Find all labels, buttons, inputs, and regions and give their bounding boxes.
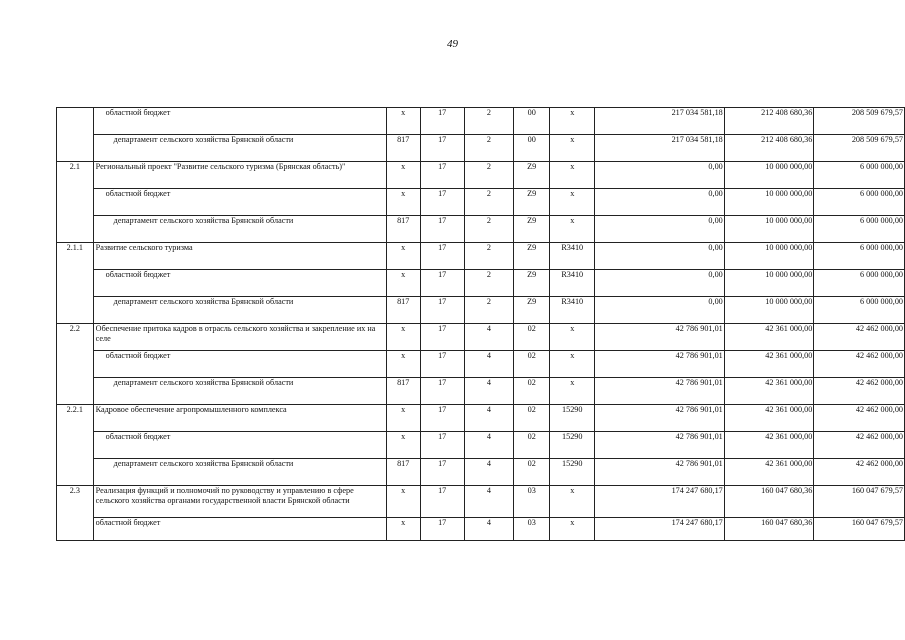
row-number-cell xyxy=(57,216,94,243)
amount-cell: 42 786 901,01 xyxy=(595,432,725,459)
amount-cell: 212 408 680,36 xyxy=(724,135,814,162)
code-cell: Z9 xyxy=(513,243,550,270)
code-cell: 02 xyxy=(513,459,550,486)
table-row xyxy=(57,405,905,432)
amount-cell: 42 786 901,01 xyxy=(595,405,725,432)
code-cell: Z9 xyxy=(513,270,550,297)
code-cell: 00 xyxy=(513,135,550,162)
code-cell: 17 xyxy=(420,324,464,351)
code-cell: 15290 xyxy=(550,432,595,459)
code-cell: x xyxy=(386,486,420,518)
code-cell: 2 xyxy=(464,162,513,189)
amount-cell: 160 047 679,57 xyxy=(814,518,905,541)
code-cell: 17 xyxy=(420,378,464,405)
amount-cell: 10 000 000,00 xyxy=(724,270,814,297)
code-cell: 02 xyxy=(513,351,550,378)
row-name-cell: областной бюджет xyxy=(93,351,386,378)
code-cell: 02 xyxy=(513,378,550,405)
row-name-cell: Развитие сельского туризма xyxy=(93,243,386,270)
code-cell: x xyxy=(550,108,595,135)
row-name-cell: департамент сельского хозяйства Брянской области xyxy=(93,297,386,324)
amount-cell: 42 462 000,00 xyxy=(814,378,905,405)
row-number-cell xyxy=(57,459,94,486)
code-cell: x xyxy=(550,486,595,518)
row-name-cell: Реализация функций и полномочий по руководству и управлению в сфере сельского хозяйства органами государственной власти Брянской области xyxy=(93,486,386,518)
code-cell: 17 xyxy=(420,108,464,135)
code-cell: 03 xyxy=(513,486,550,518)
code-cell: 4 xyxy=(464,518,513,541)
amount-cell: 42 786 901,01 xyxy=(595,378,725,405)
table-row xyxy=(57,243,905,270)
table-row xyxy=(57,486,905,518)
code-cell: 15290 xyxy=(550,405,595,432)
code-cell: 4 xyxy=(464,486,513,518)
code-cell: 17 xyxy=(420,243,464,270)
code-cell: 17 xyxy=(420,189,464,216)
code-cell: x xyxy=(550,216,595,243)
amount-cell: 10 000 000,00 xyxy=(724,216,814,243)
code-cell: 02 xyxy=(513,324,550,351)
table-row xyxy=(57,189,905,216)
code-cell: R3410 xyxy=(550,297,595,324)
code-cell: x xyxy=(550,351,595,378)
code-cell: x xyxy=(386,108,420,135)
row-number-cell: 2.2 xyxy=(57,324,94,351)
table-row xyxy=(57,432,905,459)
code-cell: x xyxy=(386,518,420,541)
code-cell: 15290 xyxy=(550,459,595,486)
code-cell: 17 xyxy=(420,486,464,518)
code-cell: 17 xyxy=(420,216,464,243)
code-cell: 17 xyxy=(420,135,464,162)
amount-cell: 42 462 000,00 xyxy=(814,405,905,432)
code-cell: 4 xyxy=(464,378,513,405)
row-name-cell: департамент сельского хозяйства Брянской области xyxy=(93,378,386,405)
code-cell: x xyxy=(550,162,595,189)
row-name-cell: департамент сельского хозяйства Брянской области xyxy=(93,459,386,486)
code-cell: 4 xyxy=(464,324,513,351)
amount-cell: 0,00 xyxy=(595,216,725,243)
amount-cell: 42 462 000,00 xyxy=(814,432,905,459)
amount-cell: 174 247 680,17 xyxy=(595,486,725,518)
amount-cell: 160 047 679,57 xyxy=(814,486,905,518)
amount-cell: 0,00 xyxy=(595,297,725,324)
amount-cell: 6 000 000,00 xyxy=(814,216,905,243)
code-cell: 4 xyxy=(464,405,513,432)
amount-cell: 0,00 xyxy=(595,243,725,270)
row-number-cell xyxy=(57,432,94,459)
amount-cell: 6 000 000,00 xyxy=(814,243,905,270)
amount-cell: 160 047 680,36 xyxy=(724,518,814,541)
code-cell: 2 xyxy=(464,270,513,297)
row-name-cell: областной бюджет xyxy=(93,270,386,297)
code-cell: 00 xyxy=(513,108,550,135)
amount-cell: 42 462 000,00 xyxy=(814,351,905,378)
amount-cell: 10 000 000,00 xyxy=(724,297,814,324)
row-name-cell: областной бюджет xyxy=(93,518,386,541)
code-cell: 817 xyxy=(386,135,420,162)
code-cell: 17 xyxy=(420,297,464,324)
code-cell: 817 xyxy=(386,459,420,486)
code-cell: R3410 xyxy=(550,243,595,270)
code-cell: R3410 xyxy=(550,270,595,297)
code-cell: x xyxy=(550,135,595,162)
code-cell: x xyxy=(386,270,420,297)
amount-cell: 42 462 000,00 xyxy=(814,459,905,486)
amount-cell: 217 034 581,18 xyxy=(595,135,725,162)
code-cell: 4 xyxy=(464,432,513,459)
budget-table xyxy=(56,107,905,541)
code-cell: 2 xyxy=(464,297,513,324)
code-cell: x xyxy=(386,162,420,189)
row-number-cell xyxy=(57,297,94,324)
code-cell: 817 xyxy=(386,297,420,324)
amount-cell: 42 361 000,00 xyxy=(724,432,814,459)
code-cell: x xyxy=(386,432,420,459)
amount-cell: 42 361 000,00 xyxy=(724,378,814,405)
amount-cell: 42 361 000,00 xyxy=(724,351,814,378)
code-cell: 02 xyxy=(513,432,550,459)
code-cell: 17 xyxy=(420,459,464,486)
amount-cell: 10 000 000,00 xyxy=(724,162,814,189)
amount-cell: 160 047 680,36 xyxy=(724,486,814,518)
code-cell: 2 xyxy=(464,135,513,162)
code-cell: x xyxy=(550,189,595,216)
amount-cell: 208 509 679,57 xyxy=(814,108,905,135)
row-name-cell: Обеспечение притока кадров в отрасль сельского хозяйства и закрепление их на селе xyxy=(93,324,386,351)
amount-cell: 0,00 xyxy=(595,189,725,216)
table-row xyxy=(57,270,905,297)
row-number-cell xyxy=(57,378,94,405)
code-cell: Z9 xyxy=(513,162,550,189)
amount-cell: 42 361 000,00 xyxy=(724,405,814,432)
table-row xyxy=(57,108,905,135)
table-row xyxy=(57,297,905,324)
row-number-cell xyxy=(57,108,94,135)
code-cell: 17 xyxy=(420,270,464,297)
table-row xyxy=(57,378,905,405)
amount-cell: 6 000 000,00 xyxy=(814,162,905,189)
row-name-cell: областной бюджет xyxy=(93,108,386,135)
row-number-cell: 2.3 xyxy=(57,486,94,518)
table-row xyxy=(57,351,905,378)
table-row xyxy=(57,518,905,541)
amount-cell: 42 361 000,00 xyxy=(724,324,814,351)
row-number-cell xyxy=(57,135,94,162)
amount-cell: 0,00 xyxy=(595,162,725,189)
code-cell: Z9 xyxy=(513,297,550,324)
amount-cell: 0,00 xyxy=(595,270,725,297)
table-row xyxy=(57,459,905,486)
table-row xyxy=(57,162,905,189)
row-number-cell xyxy=(57,351,94,378)
row-number-cell xyxy=(57,189,94,216)
page-number: 49 xyxy=(447,38,458,50)
amount-cell: 217 034 581,18 xyxy=(595,108,725,135)
code-cell: Z9 xyxy=(513,216,550,243)
code-cell: x xyxy=(550,518,595,541)
code-cell: x xyxy=(386,324,420,351)
code-cell: 17 xyxy=(420,162,464,189)
code-cell: x xyxy=(386,243,420,270)
row-name-cell: Региональный проект "Развитие сельского туризма (Брянская область)" xyxy=(93,162,386,189)
row-name-cell: департамент сельского хозяйства Брянской области xyxy=(93,216,386,243)
code-cell: x xyxy=(386,351,420,378)
table-row xyxy=(57,324,905,351)
amount-cell: 208 509 679,57 xyxy=(814,135,905,162)
row-number-cell: 2.1 xyxy=(57,162,94,189)
code-cell: x xyxy=(550,324,595,351)
code-cell: x xyxy=(550,378,595,405)
code-cell: 17 xyxy=(420,405,464,432)
row-name-cell: областной бюджет xyxy=(93,432,386,459)
amount-cell: 42 462 000,00 xyxy=(814,324,905,351)
code-cell: 2 xyxy=(464,189,513,216)
code-cell: 03 xyxy=(513,518,550,541)
code-cell: 17 xyxy=(420,518,464,541)
amount-cell: 6 000 000,00 xyxy=(814,189,905,216)
code-cell: 817 xyxy=(386,216,420,243)
row-number-cell xyxy=(57,270,94,297)
code-cell: x xyxy=(386,405,420,432)
amount-cell: 6 000 000,00 xyxy=(814,297,905,324)
code-cell: 02 xyxy=(513,405,550,432)
row-name-cell: Кадровое обеспечение агропромышленного комплекса xyxy=(93,405,386,432)
code-cell: 17 xyxy=(420,432,464,459)
code-cell: 4 xyxy=(464,351,513,378)
code-cell: 4 xyxy=(464,459,513,486)
row-number-cell xyxy=(57,518,94,541)
code-cell: 2 xyxy=(464,108,513,135)
row-number-cell: 2.2.1 xyxy=(57,405,94,432)
code-cell: x xyxy=(386,189,420,216)
amount-cell: 174 247 680,17 xyxy=(595,518,725,541)
table-row xyxy=(57,216,905,243)
amount-cell: 42 361 000,00 xyxy=(724,459,814,486)
amount-cell: 42 786 901,01 xyxy=(595,351,725,378)
amount-cell: 42 786 901,01 xyxy=(595,324,725,351)
code-cell: 817 xyxy=(386,378,420,405)
code-cell: 17 xyxy=(420,351,464,378)
amount-cell: 10 000 000,00 xyxy=(724,243,814,270)
amount-cell: 6 000 000,00 xyxy=(814,270,905,297)
code-cell: 2 xyxy=(464,216,513,243)
row-name-cell: областной бюджет xyxy=(93,189,386,216)
code-cell: Z9 xyxy=(513,189,550,216)
row-name-cell: департамент сельского хозяйства Брянской области xyxy=(93,135,386,162)
table-row xyxy=(57,135,905,162)
amount-cell: 212 408 680,36 xyxy=(724,108,814,135)
row-number-cell: 2.1.1 xyxy=(57,243,94,270)
code-cell: 2 xyxy=(464,243,513,270)
amount-cell: 42 786 901,01 xyxy=(595,459,725,486)
amount-cell: 10 000 000,00 xyxy=(724,189,814,216)
